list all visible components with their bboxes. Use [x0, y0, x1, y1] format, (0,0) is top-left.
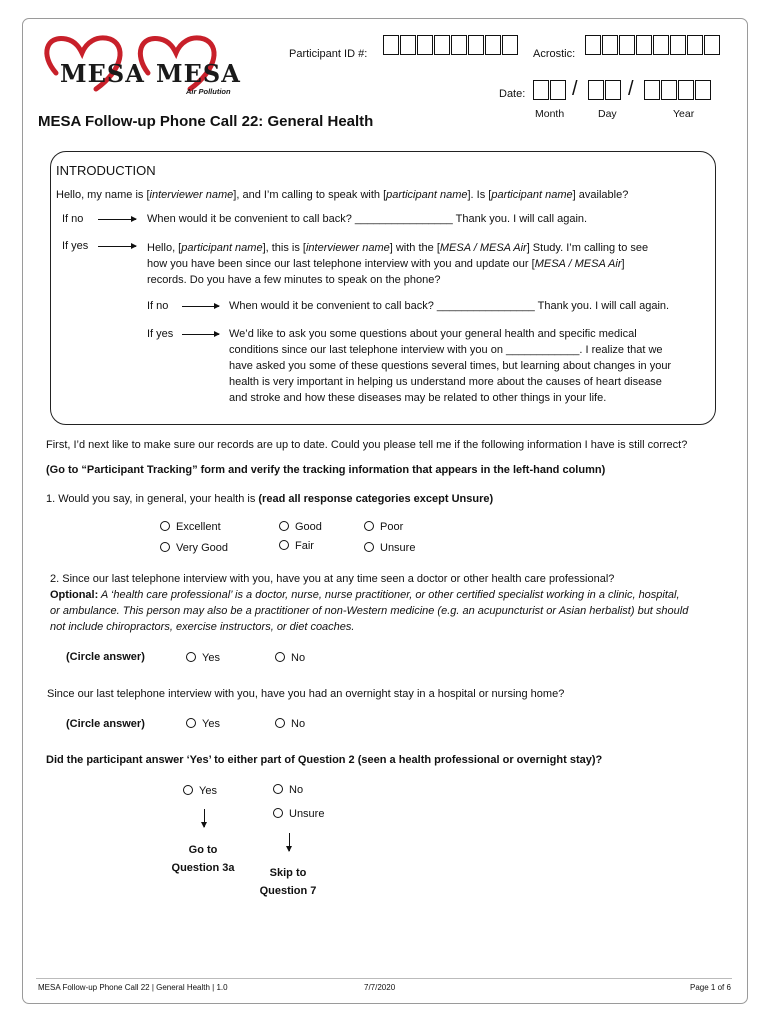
- footer-left: MESA Follow-up Phone Call 22 | General Health | 1.0: [38, 983, 228, 992]
- date-year-boxes[interactable]: [644, 80, 712, 100]
- participant-id-boxes[interactable]: [383, 35, 519, 55]
- did-option-unsure[interactable]: Unsure: [273, 808, 324, 820]
- circle-answer-label-2: (Circle answer): [66, 718, 145, 730]
- if-yes-arrow: [98, 246, 136, 247]
- day-label: Day: [598, 108, 617, 120]
- if-yes-text: Hello, [participant name], this is [interviewer name] with the [MESA / MESA Air] Study. I’m calling to see how you have been since our last telephone interview with you and update our [MESA / MESA Air] records. Do you have a few minutes to speak on the phone?: [147, 242, 649, 286]
- logo-left-text: MESA: [60, 59, 145, 88]
- q2a-option-no[interactable]: No: [275, 652, 305, 664]
- radio-icon: [279, 540, 289, 550]
- logo-right-text: MESA: [156, 59, 241, 88]
- radio-icon: [186, 652, 196, 662]
- question-1: 1. Would you say, in general, your health is (read all response categories except Unsure): [46, 493, 494, 505]
- q1-option-unsure[interactable]: Unsure: [364, 542, 415, 554]
- if-no-arrow: [98, 219, 136, 220]
- q1-option-fair[interactable]: Fair: [279, 540, 314, 552]
- date-sep-1: /: [572, 78, 578, 100]
- skip-to-question-7: Skip to Question 7: [259, 867, 317, 897]
- circle-answer-label-1: (Circle answer): [66, 651, 145, 663]
- date-day-boxes[interactable]: [588, 80, 622, 100]
- question-2b: Since our last telephone interview with you, have you had an overnight stay in a hospital or nursing home?: [47, 688, 565, 700]
- page-title: MESA Follow-up Phone Call 22: General Health: [38, 113, 374, 130]
- month-label: Month: [535, 108, 565, 120]
- intro-greeting: Hello, my name is [interviewer name], and I’m calling to speak with [participant name]. Is [participant name] available?: [56, 189, 629, 201]
- records-line: First, I’d next like to make sure our records are up to date. Could you please tell me if the following information I have is still correct?: [46, 439, 688, 451]
- footer-date: 7/7/2020: [364, 983, 396, 992]
- if-no-label: If no: [62, 213, 84, 225]
- sub-if-yes-arrow: [182, 334, 219, 335]
- goto-question-3a: Go to Question 3a: [171, 844, 235, 874]
- q2b-option-yes[interactable]: Yes: [186, 718, 220, 730]
- date-month-boxes[interactable]: [533, 80, 567, 100]
- radio-icon: [364, 542, 374, 552]
- radio-icon: [160, 542, 170, 552]
- logo-right-subtitle: Air Pollution: [186, 87, 231, 96]
- q2b-option-no[interactable]: No: [275, 718, 305, 730]
- year-label: Year: [673, 108, 695, 120]
- radio-icon: [160, 521, 170, 531]
- participant-id-label: Participant ID #:: [289, 48, 368, 60]
- mesa-logo: [36, 33, 256, 103]
- did-option-no[interactable]: No: [273, 784, 303, 796]
- sub-if-no-label: If no: [147, 300, 169, 312]
- radio-icon: [186, 718, 196, 728]
- q1-option-good[interactable]: Good: [279, 521, 322, 533]
- if-no-text: When would it be convenient to call back? ________________ Thank you. I will call again.: [147, 213, 588, 225]
- introduction-heading: INTRODUCTION: [56, 163, 156, 178]
- sub-if-no-text: When would it be convenient to call back? ________________ Thank you. I will call again.: [229, 300, 670, 312]
- sub-if-yes-label: If yes: [147, 328, 174, 340]
- acrostic-boxes[interactable]: [585, 35, 721, 55]
- footer-divider: [36, 978, 732, 979]
- sub-if-no-arrow: [182, 306, 219, 307]
- did-option-yes[interactable]: Yes: [183, 785, 217, 797]
- did-participant-question: Did the participant answer ‘Yes’ to either part of Question 2 (seen a health professional or overnight stay)?: [46, 754, 603, 766]
- skip-arrow-icon: [289, 833, 290, 851]
- date-sep-2: /: [628, 78, 634, 100]
- radio-icon: [183, 785, 193, 795]
- radio-icon: [273, 784, 283, 794]
- sub-if-yes-text: We’d like to ask you some questions about your general health and specific medical conditions since our last telephone interview with you on ____________. I realize that we have asked you some of these questions several times, but learning about changes in your health is very important in helping us understand more about the causes of heart disease and stroke and how these diseases may be related to other things in your life.: [229, 328, 672, 404]
- q1-option-very-good[interactable]: Very Good: [160, 542, 228, 554]
- radio-icon: [275, 718, 285, 728]
- q2a-option-yes[interactable]: Yes: [186, 652, 220, 664]
- q1-option-poor[interactable]: Poor: [364, 521, 403, 533]
- q1-option-excellent[interactable]: Excellent: [160, 521, 221, 533]
- radio-icon: [364, 521, 374, 531]
- tracking-instruction: (Go to “Participant Tracking” form and verify the tracking information that appears in the left-hand column): [46, 464, 606, 476]
- radio-icon: [275, 652, 285, 662]
- footer-page-number: Page 1 of 6: [690, 983, 731, 992]
- acrostic-label: Acrostic:: [533, 48, 576, 60]
- if-yes-label: If yes: [62, 240, 89, 252]
- radio-icon: [279, 521, 289, 531]
- goto-arrow-icon: [204, 809, 205, 827]
- question-2: 2. Since our last telephone interview with you, have you at any time seen a doctor or other health care professional? Optional: A ‘health care professional’ is a doctor, nurse, nurse practitioner, or other certified specialist working in a clinic, hospital, or ambulance. This person may also be a practitioner of non-Western medicine (e.g. an acupuncturist or Asian herbalist) but should not include chiropractors, exercise instructors, or diet coaches.: [50, 573, 689, 633]
- radio-icon: [273, 808, 283, 818]
- date-label: Date:: [499, 88, 526, 100]
